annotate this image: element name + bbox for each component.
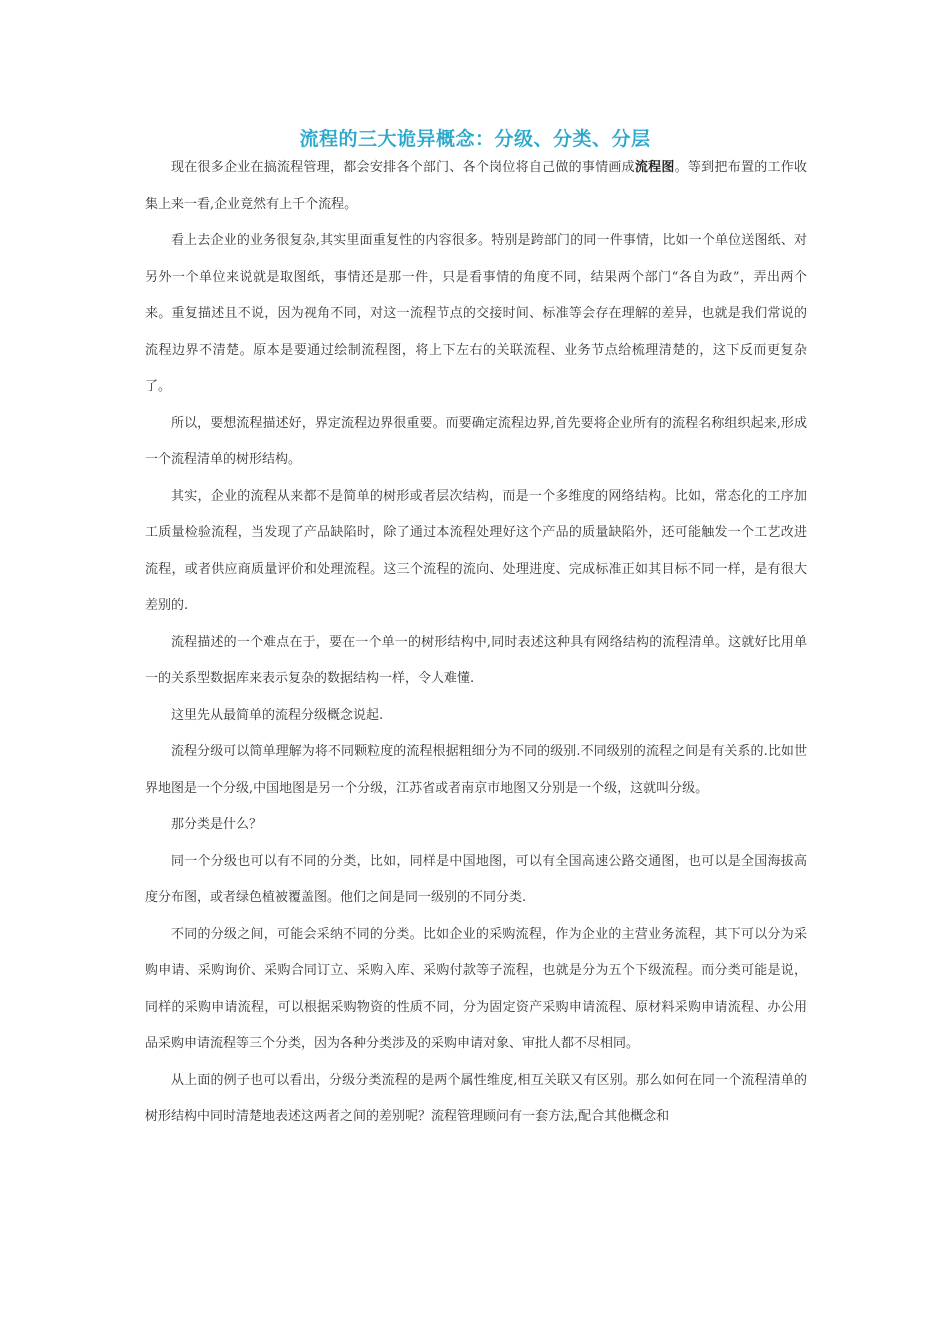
paragraph-1-text-end: 。等到把布置的工作收集上来一看,企业竟然有上千个流程。 <box>145 160 807 212</box>
paragraph-5: 流程描述的一个难点在于，要在一个单一的树形结构中,同时表述这种具有网络结构的流程清单。这就好比用单一的关系型数据库来表示复杂的数据结构一样，令人难懂. <box>145 634 807 686</box>
paragraph-4: 其实，企业的流程从来都不是简单的树形或者层次结构，而是一个多维度的网络结构。比如，常态化的工序加工质量检验流程，当发现了产品缺陷时，除了通过本流程处理好这个产品的质量缺陷外，还可能触发一个工艺改进流程，或者供应商质量评价和处理流程。这三个流程的流向、处理进度、完成标准正如其目标不同一样，是有很大差别的. <box>145 488 807 613</box>
paragraph-11: 从上面的例子也可以看出，分级分类流程的是两个属性维度,相互关联又有区别。那么如何在同一个流程清单的树形结构中同时清楚地表述这两者之间的差别呢？流程管理顾问有一套方法,配合其他概念和 <box>145 1072 807 1124</box>
paragraph-9: 同一个分级也可以有不同的分类，比如，同样是中国地图，可以有全国高速公路交通图，也可以是全国海拔高度分布图，或者绿色植被覆盖图。他们之间是同一级别的不同分类. <box>145 853 807 905</box>
paragraph-3: 所以，要想流程描述好，界定流程边界很重要。而要确定流程边界,首先要将企业所有的流程名称组织起来,形成一个流程清单的树形结构。 <box>145 415 807 467</box>
paragraph-2: 看上去企业的业务很复杂,其实里面重复性的内容很多。特别是跨部门的同一件事情，比如一个单位送图纸、对另外一个单位来说就是取图纸，事情还是那一件，只是看事情的角度不同，结果两个部门“各自为政”，弄出两个来。重复描述且不说，因为视角不同，对这一流程节点的交接时间、标准等会存在理解的差异，也就是我们常说的流程边界不清楚。原本是要通过绘制流程图，将上下左右的关联流程、业务节点给梳理清楚的，这下反而更复杂了。 <box>145 233 807 394</box>
paragraph-1-bold: 流程图 <box>634 160 675 175</box>
paragraph-1 <box>145 150 807 223</box>
document-body <box>145 150 807 1136</box>
document-title: 流程的三大诡异概念：分级、分类、分层 <box>299 128 651 150</box>
paragraph-10: 不同的分级之间，可能会采纳不同的分类。比如企业的采购流程，作为企业的主营业务流程，其下可以分为采购申请、采购询价、采购合同订立、采购入库、采购付款等子流程，也就是分为五个下级流程。而分类可能是说，同样的采购申请流程，可以根据采购物资的性质不同，分为固定资产采购申请流程、原材料采购申请流程、办公用品采购申请流程等三个分类，因为各种分类涉及的采购申请对象、审批人都不尽相同。 <box>145 926 807 1051</box>
paragraph-6: 这里先从最简单的流程分级概念说起. <box>171 707 384 723</box>
paragraph-8: 那分类是什么？ <box>171 817 263 832</box>
paragraph-7: 流程分级可以简单理解为将不同颗粒度的流程根据粗细分为不同的级别.不同级别的流程之间是有关系的.比如世界地图是一个分级,中国地图是另一个分级，江苏省或者南京市地图又分别是一个级，这就叫分级。 <box>145 744 807 796</box>
paragraph-1-text: 现在很多企业在搞流程管理，都会安排各个部门、各个岗位将自己做的事情画成 <box>171 160 635 175</box>
